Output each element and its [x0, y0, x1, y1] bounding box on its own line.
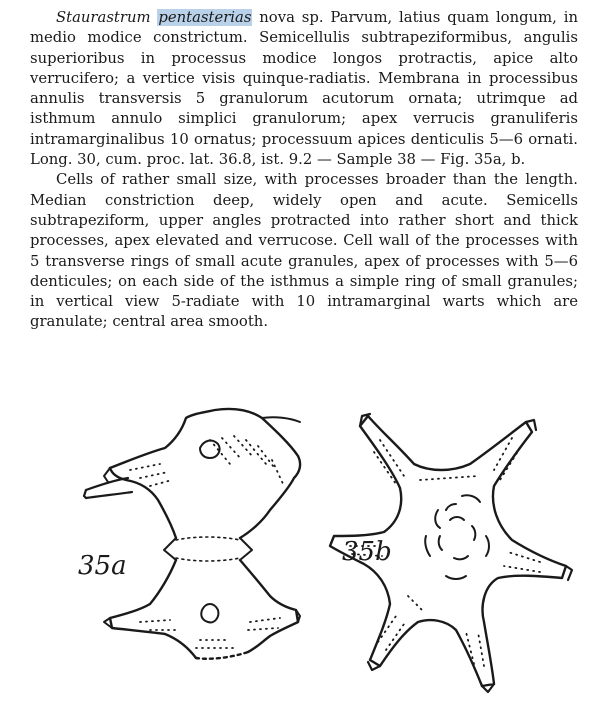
latin-diagnosis-paragraph [30, 8, 578, 170]
description-text [30, 8, 578, 333]
figure-35 [0, 360, 600, 700]
figure-35b-label: 35b [342, 537, 392, 567]
figure-35a-drawing [84, 409, 300, 659]
genus-name: Staurastrum [56, 9, 151, 26]
latin-diagnosis-body: nova sp. Parvum, latius quam longum, in medio modice constrictum. Semicellulis subtrapeziformibus, angulis superioribus in processus modice longos protractis, apice alto verrucifero; a vertice visis quinque-radiatis. Membrana in processibus annulis transversis 5 granulorum acutorum ornata; utrimque ad isthmum annulo simplici granulorum; apex verrucis granuliferis intramarginalibus 10 ornatus; processuum apices denticulis 5—6 ornati. Long. 30, cum. proc. lat. 36.8, ist. 9.2 — Sample 38 — Fig. 35a, b. [30, 9, 578, 169]
figure-35a-label: 35a [78, 551, 127, 581]
english-description-paragraph: Cells of rather small size, with processes broader than the length. Median constriction deep, widely open and acute. Semicells subtrapeziform, upper angles protracted into rather short and thick processes, apex elevated and verrucose. Cell wall of the processes with 5 transverse rings of small acute granules, apex of processes with 5—6 denticules; on each side of the isthmus a simple ring of small granules; in vertical view 5-radiate with 10 intramarginal warts which are granulate; central area smooth. [30, 171, 578, 331]
species-name-highlighted[interactable]: pentasterias [158, 9, 252, 26]
figure-drawings [0, 360, 600, 700]
